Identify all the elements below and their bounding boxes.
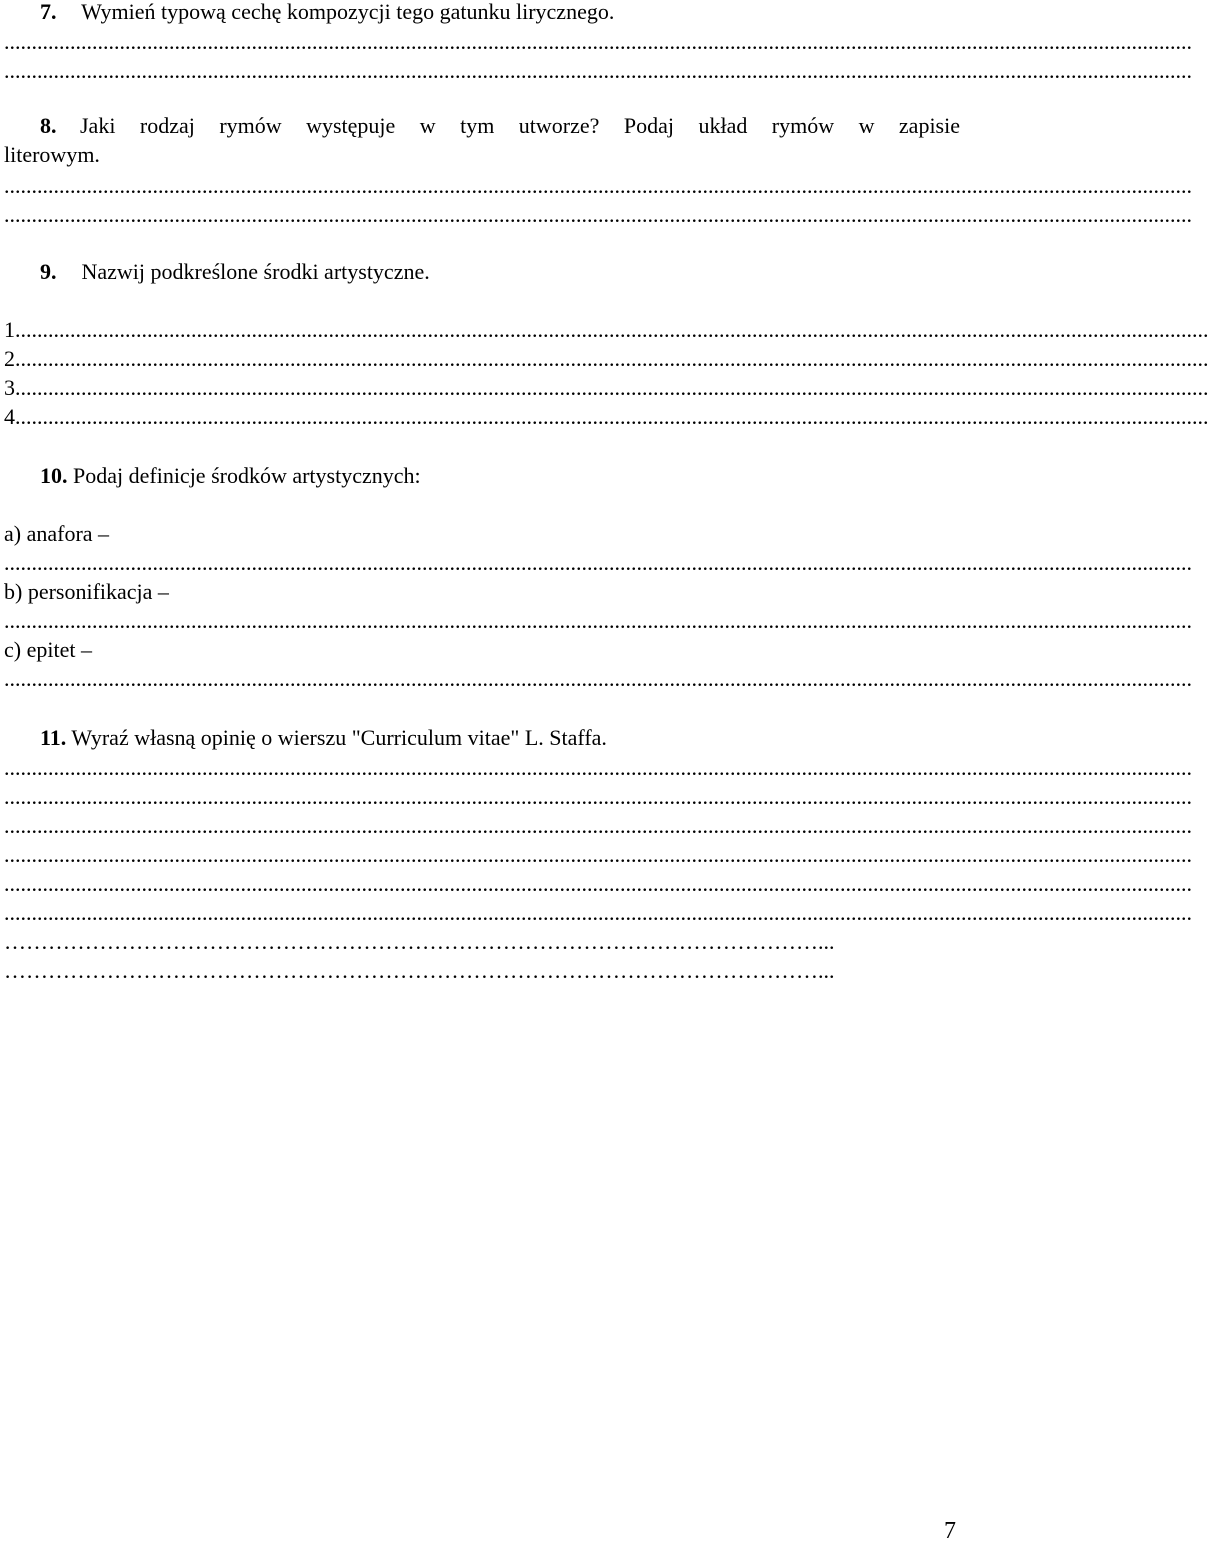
- list-item: 4.........................................................................................................................................................................................................................: [4, 404, 1209, 429]
- list-item: 2.........................................................................................................................................................................................................................: [4, 346, 1209, 371]
- question-text: Podaj definicje środków artystycznych:: [73, 463, 421, 488]
- definition-label-anafora: a) anafora –: [4, 521, 110, 546]
- answer-line[interactable]: ........................................................................................................................................................................................................................: [4, 29, 1192, 54]
- answer-line[interactable]: ........................................................................................................................................................................................................................: [4, 784, 1192, 809]
- answer-line[interactable]: ........................................................................................................................................................................................................................: [4, 173, 1192, 198]
- list-item: 3.........................................................................................................................................................................................................................: [4, 375, 1209, 400]
- answer-line[interactable]: ........................................................................................................................................................................................................................: [4, 666, 1192, 691]
- page-number: 7: [944, 1518, 956, 1544]
- question-9: [40, 258, 430, 286]
- question-text: Wyraź własną opinię o wierszu "Curriculum vitae" L. Staffa.: [71, 725, 607, 750]
- question-11: [40, 724, 607, 752]
- question-number: 10.: [40, 463, 68, 488]
- question-10: [40, 462, 421, 490]
- answer-line[interactable]: ........................................................................................................................................................................................................................: [4, 813, 1192, 838]
- answer-line[interactable]: ........................................................................................................................................................................................................................: [4, 842, 1192, 867]
- definition-label-epitet: c) epitet –: [4, 637, 92, 662]
- list-item: 1.........................................................................................................................................................................................................................: [4, 317, 1209, 342]
- answer-line[interactable]: …………………………………………………………………………………………………...: [4, 958, 835, 983]
- answer-line[interactable]: ........................................................................................................................................................................................................................: [20, 317, 1209, 342]
- definition-label-personifikacja: b) personifikacja –: [4, 579, 169, 604]
- answer-line[interactable]: ........................................................................................................................................................................................................................: [20, 404, 1209, 429]
- answer-line[interactable]: ........................................................................................................................................................................................................................: [4, 202, 1192, 227]
- answer-line[interactable]: ........................................................................................................................................................................................................................: [4, 871, 1192, 896]
- question-8-text-line2: literowym.: [4, 142, 100, 167]
- question-number: 9.: [40, 259, 57, 284]
- question-number: 7.: [40, 0, 57, 24]
- question-number: 11.: [40, 725, 67, 750]
- answer-line[interactable]: ........................................................................................................................................................................................................................: [4, 550, 1192, 575]
- question-8-number: [40, 112, 57, 140]
- question-7: [40, 0, 614, 26]
- answer-line[interactable]: ........................................................................................................................................................................................................................: [4, 58, 1192, 83]
- answer-line[interactable]: ........................................................................................................................................................................................................................: [4, 755, 1192, 780]
- question-text: Nazwij podkreślone środki artystyczne.: [81, 259, 430, 284]
- answer-line[interactable]: ........................................................................................................................................................................................................................: [20, 375, 1209, 400]
- answer-line[interactable]: ........................................................................................................................................................................................................................: [20, 346, 1209, 371]
- answer-line[interactable]: …………………………………………………………………………………………………...: [4, 929, 835, 954]
- answer-line[interactable]: ........................................................................................................................................................................................................................: [4, 608, 1192, 633]
- question-text: Wymień typową cechę kompozycji tego gatunku lirycznego.: [81, 0, 615, 24]
- question-8-text-line1: Jaki rodzaj rymów występuje w tym utworze? Podaj układ rymów w zapisie: [80, 113, 960, 138]
- answer-line[interactable]: ........................................................................................................................................................................................................................: [4, 900, 1192, 925]
- question-number: 8.: [40, 113, 57, 138]
